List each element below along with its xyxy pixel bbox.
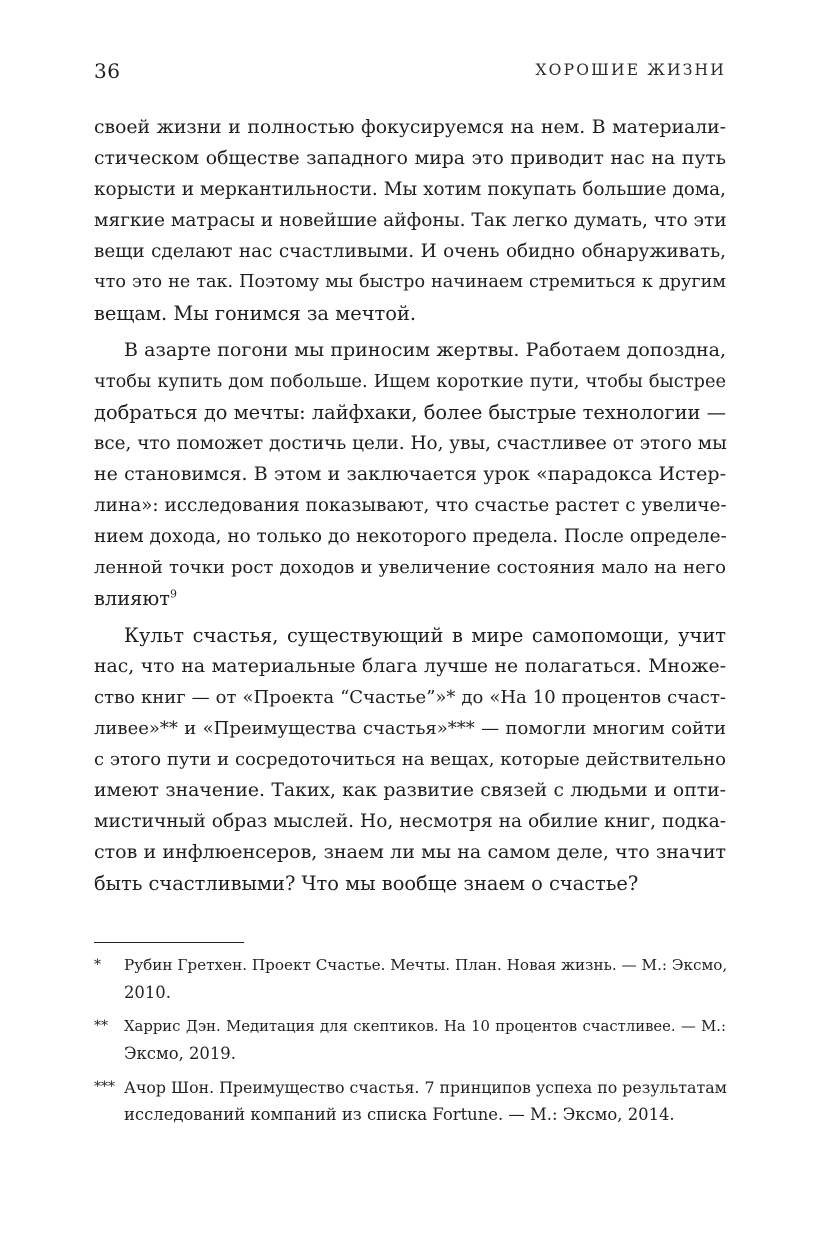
footnote-line: исследований компаний из списка Fortune. — М.: Эксмо, 2014.	[124, 1105, 675, 1124]
footnote-mark: **	[94, 1018, 108, 1034]
text-line: чтобы купить дом побольше. Ищем короткие пути, чтобы быстрее	[94, 371, 726, 392]
footnotes	[94, 952, 726, 1135]
footnote-line: Рубин Гретхен. Проект Счастье. Мечты. План. Новая жизнь. — М.: Эксмо,	[124, 956, 728, 974]
page-header	[94, 59, 726, 89]
text-line: стическом обществе западного мира это приводит нас на путь	[94, 148, 726, 169]
text-line: быть счастливыми? Что мы вообще знаем о счастье?	[94, 872, 639, 895]
page-number: 36	[94, 59, 121, 83]
text-line: вещам. Мы гонимся за мечтой.	[94, 302, 417, 325]
text-line-content: влияют	[94, 587, 171, 610]
footnote-3	[94, 1074, 726, 1128]
text-line: стов и инфлюенсеров, знаем ли мы на самом деле, что значит	[94, 841, 726, 863]
text-line: мягкие матрасы и новейшие айфоны. Так легко думать, что эти	[94, 210, 727, 231]
text-line: с этого пути и сосредоточиться на вещах, которые действительно	[94, 749, 726, 770]
footnote-line: Ачор Шон. Преимущество счастья. 7 принципов успеха по результатам	[124, 1078, 727, 1097]
text-line: нием дохода, но только до некоторого предела. После определе-	[94, 526, 727, 547]
paragraph-1	[94, 112, 726, 329]
text-line: нас, что на материальные блага лучше не полагаться. Множе-	[94, 656, 726, 677]
footnote-line: Эксмо, 2019.	[124, 1044, 236, 1063]
text-line: В азарте погони мы приносим жертвы. Работаем допоздна,	[124, 339, 726, 361]
footnote-divider	[94, 942, 244, 943]
text-line: ливее»** и «Преимущества счастья»*** — помогли многим сойти	[94, 718, 726, 739]
paragraph-3	[94, 620, 726, 899]
footnote-line: Харрис Дэн. Медитация для скептиков. На 10 процентов счастливее. — М.:	[124, 1018, 726, 1035]
text-line	[94, 583, 726, 614]
text-line: ленной точки рост доходов и увеличение состояния мало на него	[94, 557, 726, 578]
text-line: не становимся. В этом и заключается урок «парадокса Истер-	[94, 463, 726, 485]
endnote-reference: 9	[170, 587, 178, 601]
text-line: имеют значение. Таких, как развитие связей с людьми и опти-	[94, 780, 726, 801]
footnote-1	[94, 952, 726, 1006]
text-line: вещи сделают нас счастливыми. И очень обидно обнаруживать,	[94, 241, 726, 262]
footnote-mark: ***	[94, 1079, 115, 1095]
text-line: мистичный образ мыслей. Но, несмотря на обилие книг, подка-	[94, 811, 726, 832]
footnote-line: 2010.	[124, 983, 171, 1002]
text-line: добраться до мечты: лайфхаки, более быстрые технологии —	[94, 401, 726, 424]
text-line: что это не так. Поэтому мы быстро начинаем стремиться к другим	[94, 272, 726, 292]
footnote-2	[94, 1013, 726, 1067]
main-text	[94, 112, 726, 899]
text-line: корысти и меркантильности. Мы хотим покупать большие дома,	[94, 179, 726, 200]
text-line: своей жизни и полностью фокусируемся на нем. В материали-	[94, 117, 726, 138]
running-title: ХОРОШИЕ ЖИЗНИ	[535, 61, 726, 79]
text-line: лина»: исследования показывают, что счастье растет с увеличе-	[94, 495, 727, 516]
footnote-mark: *	[94, 957, 101, 973]
paragraph-2	[94, 335, 726, 614]
text-line: все, что поможет достичь цели. Но, увы, счастливее от этого мы	[94, 433, 727, 454]
text-line: ство книг — от «Проекта “Счастье”»* до «На 10 процентов счаст-	[94, 687, 726, 708]
text-line: Культ счастья, существующий в мире самопомощи, учит	[124, 624, 726, 647]
